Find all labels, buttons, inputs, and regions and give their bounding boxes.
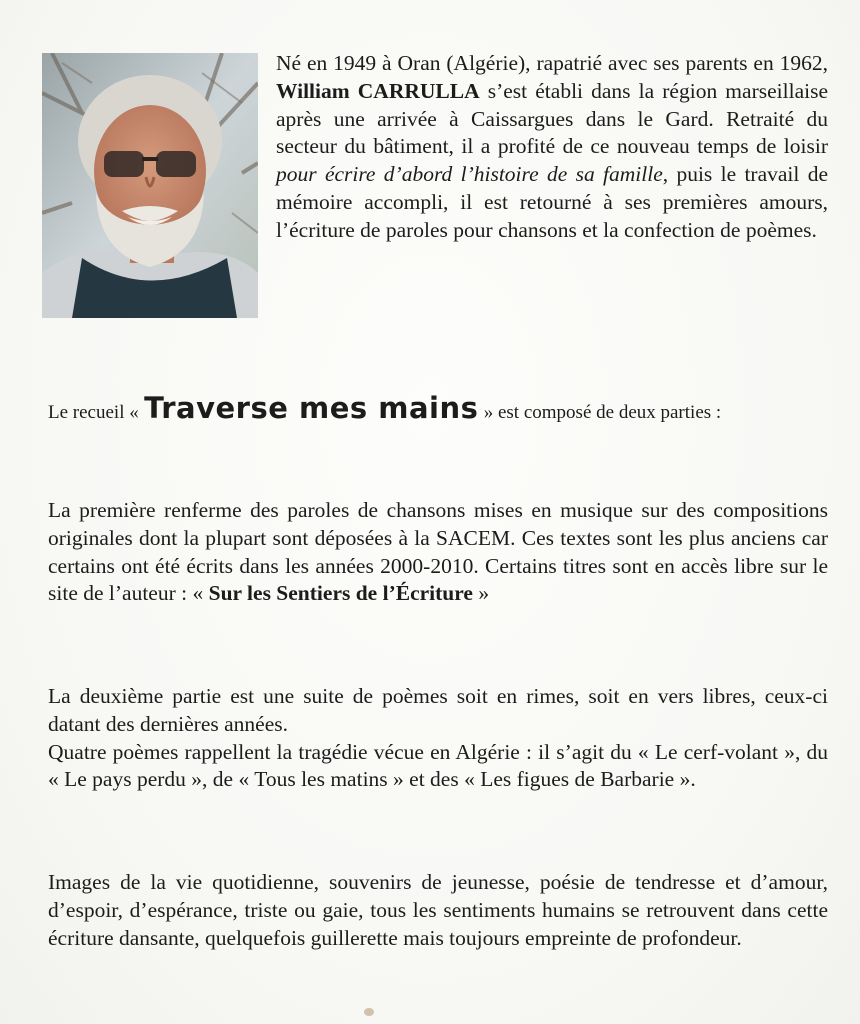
bio-end: , puis le travail de mémoire accompli, il est retourné à ses premières amours, l’écriture de paroles pour chansons et la confection de poèmes. (276, 162, 828, 242)
book-title: Traverse mes mains (144, 391, 479, 425)
closing-paragraph (48, 869, 828, 952)
first-part-text: La première renferme des paroles de chansons mises en musique sur des compositions originales dont la plupart sont déposées à la SACEM. Ces textes sont les plus anciens car certains ont été écrits dans les années 2000-2010. Certains titres sont en accès libre sur le site de l’auteur : « (48, 498, 828, 606)
second-part-line-2: Quatre poèmes rappellent la tragédie vécue en Algérie : il s’agit du « Le cerf-volant », du « Le pays perdu », de « Tous les matins » et des « Les figues de Barbarie ». (48, 739, 828, 792)
recueil-paragraph (48, 390, 828, 431)
bio-intro: Né en 1949 à Oran (Algérie), rapatrié avec ses parents en 1962, (276, 51, 828, 75)
first-part-paragraph (48, 497, 828, 608)
bio-italic-phrase: pour écrire d’abord l’histoire de sa famille (276, 162, 663, 187)
first-part-end: » (478, 581, 490, 606)
recueil-suffix: » est composé de deux parties : (483, 402, 722, 423)
author-site-name: Sur les Sentiers de l’Écriture (208, 581, 473, 606)
author-name: William CARRULLA (276, 78, 480, 103)
recueil-prefix: Le recueil « (48, 402, 139, 423)
author-biography (276, 50, 828, 245)
author-photo (42, 53, 258, 318)
closing-text: Images de la vie quotidienne, souvenirs de jeunesse, poésie de tendresse et d’amour, d’espoir, d’espérance, triste ou gaie, tous les sentiments humains se retrouvent dans cette écriture dansante, quelquefois guillerette mais toujours empreinte de profondeur. (48, 870, 828, 950)
second-part-line-1: La deuxième partie est une suite de poèmes soit en rimes, soit en vers libres, ceux-ci datant des dernières années. (48, 684, 828, 736)
second-part-paragraph (48, 683, 828, 794)
bio-continuation: s’est établi dans la région marseillaise après une arrivée à Caissargues dans le Gard. Retraité du secteur du bâtiment, il a profité de ce nouveau temps de loisir (276, 78, 828, 159)
paper-speck (364, 1008, 374, 1016)
